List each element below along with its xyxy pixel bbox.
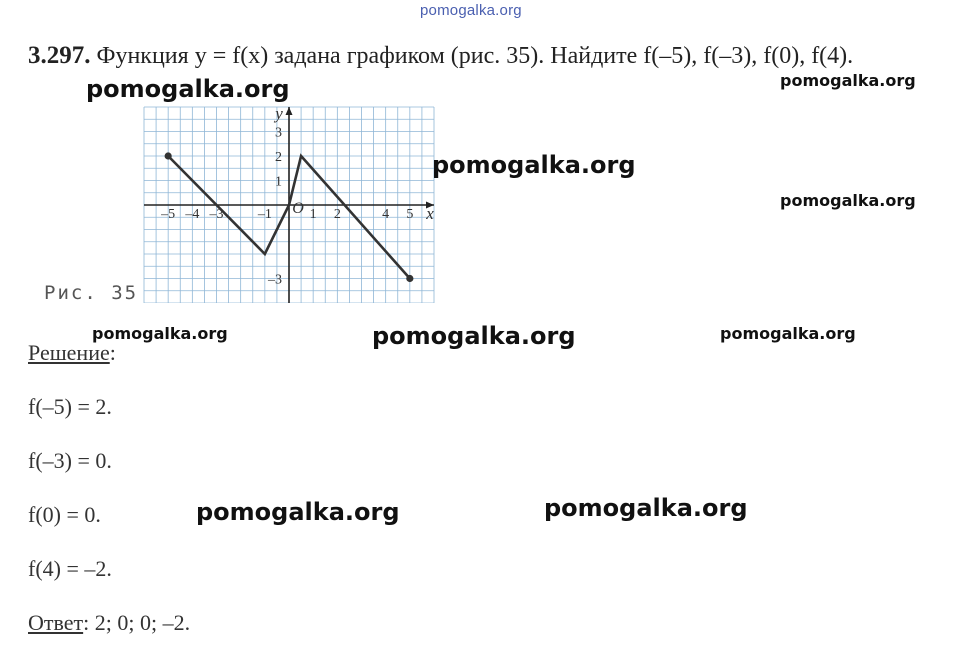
x-tick-label: 4 [382,206,390,222]
function-graph [140,103,440,303]
watermark-7: pomogalka.org [720,324,856,343]
y-axis-label: y [275,104,283,123]
solution-heading-line: Решение: [28,340,116,365]
problem-statement [28,42,853,70]
x-tick-label: –5 [161,206,176,222]
x-tick-label: 1 [309,206,317,222]
origin-label: O [292,200,304,217]
y-tick-label: 2 [275,150,282,165]
endpoint-dot [406,275,413,282]
y-tick-label: 1 [275,174,282,190]
x-tick-label: –4 [185,206,200,222]
solution-line: f(0) = 0. [28,502,101,527]
solution-heading: Решение [28,340,110,365]
solution-line: f(–3) = 0. [28,448,112,473]
watermark-2: pomogalka.org [780,71,916,90]
solution-line: f(4) = –2. [28,556,112,581]
endpoint-dot [165,152,172,159]
x-tick-label: 2 [333,206,341,222]
answer-line [28,610,190,636]
figure-caption: Рис. 35 [44,282,139,304]
y-tick-label: 3 [275,125,282,141]
watermark-9: pomogalka.org [544,494,748,522]
y-tick-label: –3 [268,272,282,288]
watermark-8: pomogalka.org [196,498,400,526]
watermark-1: pomogalka.org [86,75,290,103]
x-tick-label: –1 [257,206,272,222]
watermark-4: pomogalka.org [780,191,916,210]
x-axis-label: x [426,204,434,223]
watermark-top: pomogalka.org [420,2,522,19]
watermark-6: pomogalka.org [372,322,576,350]
answer-value: : 2; 0; 0; –2. [83,610,191,635]
x-tick-label: 5 [406,206,414,222]
problem-text: Функция y = f(x) задана графиком (рис. 35). Найдите f(–5), f(–3), f(0), f(4). [96,43,854,69]
answer-label: Ответ [28,610,84,635]
y-axis-arrow [286,107,293,115]
watermark-5: pomogalka.org [92,324,228,343]
x-tick-label: –3 [209,206,224,222]
solution-line: f(–5) = 2. [28,394,112,419]
problem-number: 3.297. [28,42,91,69]
watermark-3: pomogalka.org [432,151,636,179]
